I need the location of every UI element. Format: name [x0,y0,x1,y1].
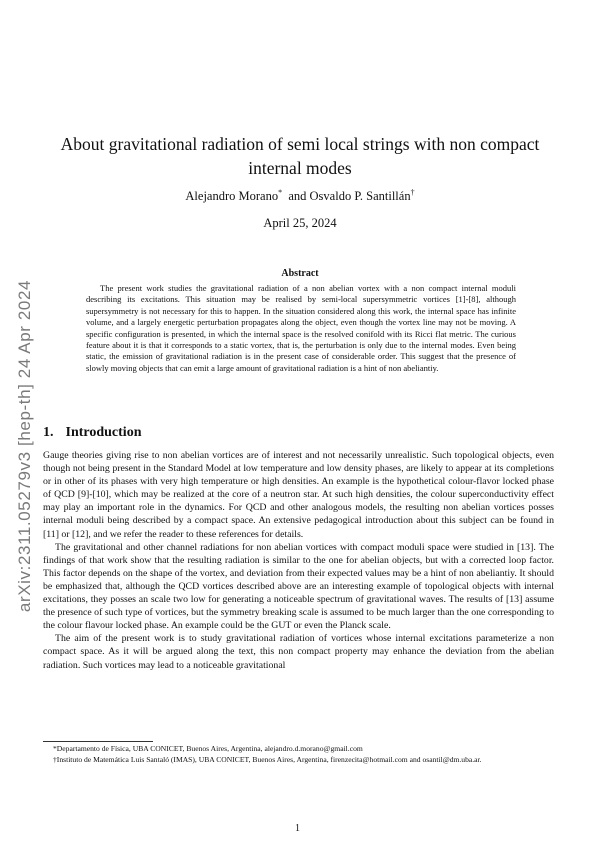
section-number: 1. [43,425,54,440]
abstract-heading: Abstract [281,268,319,279]
paragraph-3: The aim of the present work is to study gravitational radiation of vortices whose internal excitations parameterize a non compact space. As it will be argued along the text, this non compact property may enhance the deviation from the abelian radiation. Such vortices may lead to a noticeable gravitational [43,633,554,671]
author-conjunction: and [288,189,307,204]
abstract-text: The present work studies the gravitational radiation of a non abelian vortex with a non compact internal moduli describing its excitations. This situation may be realised by semi-local supersymmetric vortices [1]-[8], although supersymmetry is not necessary for this to happen. In the situation considered along this work, the internal space has infinite volume, and a largely energetic perturbation propagates along the object, even though the vortex line may not be moving. A specific configuration is presented, in which the internal space is the resolved conifold with its Ricci flat metric. The curious feature about it is that it corresponds to a static vortex, that is, the perturbation is only due to the internal modes. Even being static, the emission of gravitational radiation is in the present case of considerable order. This suggest that the presence of slowly moving objects that can emit a large amount of gravitational radiation is a hint of non abeliantiy. [86,283,516,373]
author-1: Alejandro Morano [185,189,279,204]
page-number: 1 [295,823,300,834]
author-line [40,188,560,204]
author-2-footnote-mark[interactable]: † [410,188,415,197]
arxiv-stamp [8,256,42,636]
arxiv-stamp-text: arXiv:2311.05279v3 [hep-th] 24 Apr 2024 [15,279,34,613]
section-heading [43,425,141,441]
footnotes [43,744,554,765]
footnote-rule [43,741,153,742]
body-text [43,449,554,672]
paragraph-2: The gravitational and other channel radiations for non abelian vortices with compact moduli space were studied in [13]. The findings of that work show that the resulting radiation is similar to the one for abelian objects, but with a corrected loop factor. This factor depends on the shape of the vortex, and deviation from their expected values may be a hint of non abeliantiy. It should be emphasized that, although the QCD vortices described above are an interesting example of topological objects with internal excitations, they posses an scale two low for generating a noticeable spectrum of gravitational waves. The results of [13] assume the presence of such type of vortices, but the symmetry breaking scale is assumed to be much larger than the one corresponding to the colour flavour locked phase. An example could be the GUT or even the Planck scale. [43,541,554,632]
paper-title: About gravitational radiation of semi local strings with non compact internal modes [60,134,540,178]
footnote-1: *Departamento de Física, UBA CONICET, Buenos Aires, Argentina, alejandro.d.morano@gmail.com [53,744,363,753]
footnote-2: †Instituto de Matemática Luis Santaló (IMAS), UBA CONICET, Buenos Aires, Argentina, firenzecita@hotmail.com and osantil@dm.uba.ar. [53,754,482,764]
author-2: Osvaldo P. Santillán [309,189,411,204]
paragraph-1: Gauge theories giving rise to non abelian vortices are of interest and not necessarily unrealistic. Such topological objects, even though not being present in the Standard Model at low temperature and low density phases, are likely to appear at its completions or in other of its phases with very high temperature or high densities. An example is the hypothetical colour-flavor locked phase of QCD [9]-[10], which may be realized at the core of a neutron star. At such high densities, the colour superconductivity effect may play an important role in the dynamics. For QCD and other analogous models, the resulting non abelian vortices posses internal moduli being described by a compact space. An extensive pedagogical introduction about this subject can be found in [11] or [12], and we refer the reader to these references for details. [43,450,554,540]
section-title: Introduction [65,425,142,440]
paper-date: April 25, 2024 [263,216,337,230]
author-1-footnote-mark[interactable]: * [278,188,283,197]
